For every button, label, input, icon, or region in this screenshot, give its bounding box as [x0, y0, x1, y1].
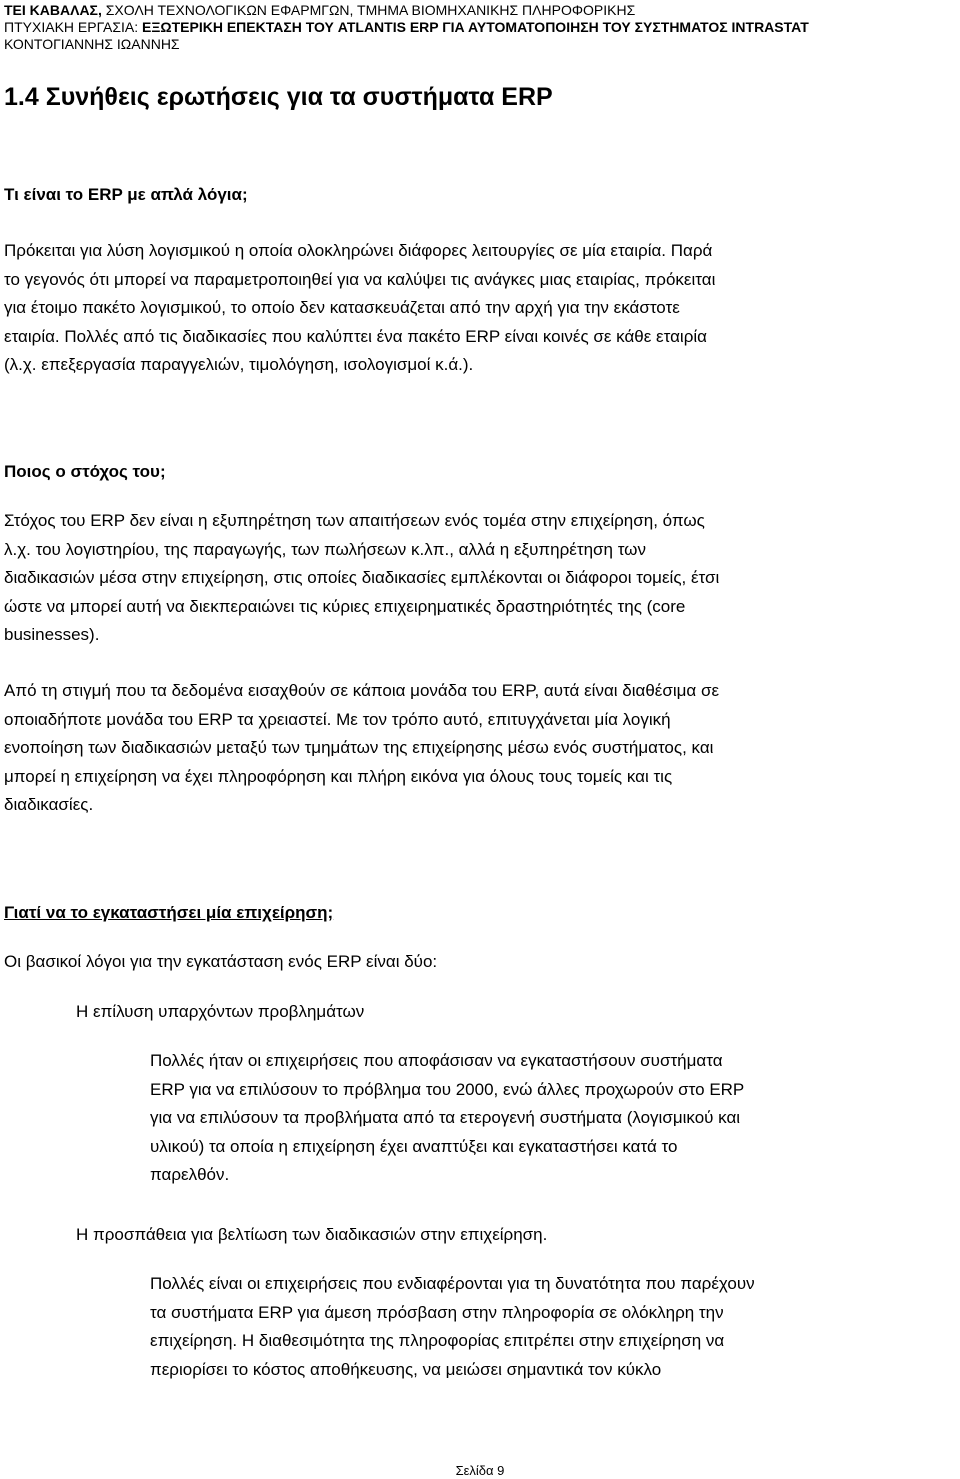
- text-line: επιχείρηση. Η διαθεσιμότητα της πληροφορίας επιτρέπει στην επιχείρηση να: [150, 1331, 725, 1350]
- text-line: το γεγονός ότι μπορεί να παραμετροποιηθεί για να καλύψει τις ανάγκες μιας εταιρίας, πρόκειται: [4, 269, 716, 289]
- text-line: μπορεί η επιχείρηση να έχει πληροφόρηση και πλήρη εικόνα για όλους τους τομείς και τις: [4, 766, 673, 786]
- header-institution-bold: ΤΕΙ ΚΑΒΑΛΑΣ,: [4, 2, 102, 18]
- question-goal: Ποιος ο στόχος του;: [4, 462, 166, 481]
- answer-why-install-intro: [4, 948, 956, 977]
- text-line: λ.χ. του λογιστηρίου, της παραγωγής, των πωλήσεων κ.λπ., αλλά η εξυπηρέτηση των: [4, 539, 646, 559]
- text-line: (λ.χ. επεξεργασία παραγγελιών, τιμολόγηση, ισολογισμοί κ.ά.).: [4, 355, 474, 374]
- text-line: ώστε να μπορεί αυτή να διεκπεραιώνει τις κύριες επιχειρηματικές δραστηριότητές της (core: [4, 596, 686, 616]
- text-line: τα συστήματα ERP για άμεση πρόσβαση στην πληροφορία σε ολόκληρη την: [150, 1302, 724, 1322]
- header-thesis-prefix: ΠΤΥΧΙΑΚΗ ΕΡΓΑΣΙΑ:: [4, 19, 143, 35]
- text-line: businesses).: [4, 625, 100, 644]
- answer-goal-paragraph-2: [4, 677, 956, 820]
- question-what-is-erp: Τι είναι το ERP με απλά λόγια;: [4, 185, 248, 204]
- text-line: Πρόκειται για λύση λογισμικού η οποία ολοκληρώνει διάφορες λειτουργίες σε μία εταιρία. Παρά: [4, 241, 713, 260]
- text-line: υλικού) τα οποία η επιχείρηση έχει αναπτύξει και εγκαταστήσει κατά το: [150, 1136, 678, 1156]
- header-thesis-title: ΕΞΩΤΕΡΙΚΗ ΕΠΕΚΤΑΣΗ ΤΟΥ ATLANTIS ERP ΓΙΑ ΑΥΤΟΜΑΤΟΠΟΙΗΣΗ ΤΟΥ ΣΥΣΤΗΜΑΤΟΣ INTRASTAT: [142, 19, 809, 35]
- text-line: Οι βασικοί λόγοι για την εγκατάσταση ενός ERP είναι δύο:: [4, 952, 438, 971]
- reason-2-heading: Η προσπάθεια για βελτίωση των διαδικασιών στην επιχείρηση.: [76, 1225, 548, 1244]
- header-institution-rest: ΣΧΟΛΗ ΤΕΧΝΟΛΟΓΙΚΩΝ ΕΦΑΡΜΓΩΝ, ΤΜΗΜΑ ΒΙΟΜΗΧΑΝΙΚΗΣ ΠΛΗΡΟΦΟΡΙΚΗΣ: [101, 2, 636, 18]
- header-line-institution: [4, 2, 960, 19]
- text-line: παρελθόν.: [150, 1165, 230, 1184]
- text-line: για να επιλύσουν τα προβλήματα από τα ετερογενή συστήματα (λογισμικού και: [150, 1108, 741, 1127]
- text-line: διαδικασίες.: [4, 795, 94, 814]
- reason-2-text: [150, 1270, 956, 1384]
- section-title: 1.4 Συνήθεις ερωτήσεις για τα συστήματα ERP: [4, 83, 553, 111]
- question-why-install: Γιατί να το εγκαταστήσει μία επιχείρηση;: [4, 903, 334, 922]
- reason-1-text: [150, 1047, 956, 1190]
- answer-goal-paragraph-1: [4, 507, 956, 650]
- text-line: οποιαδήποτε μονάδα του ERP τα χρειαστεί. Με τον τρόπο αυτό, επιτυγχάνεται μία λογική: [4, 709, 671, 729]
- text-line: περιορίσει το κόστος αποθήκευσης, να μειώσει σημαντικά τον κύκλο: [150, 1359, 662, 1379]
- text-line: ενοποίηση των διαδικασιών μεταξύ των τμημάτων της επιχείρησης μέσω ενός συστήματος, και: [4, 738, 714, 757]
- text-line: Πολλές είναι οι επιχειρήσεις που ενδιαφέρονται για τη δυνατότητα που παρέχουν: [150, 1274, 755, 1293]
- reason-1-heading: Η επίλυση υπαρχόντων προβλημάτων: [76, 1002, 365, 1021]
- text-line: Στόχος του ERP δεν είναι η εξυπηρέτηση των απαιτήσεων ενός τομέα στην επιχείρηση, όπως: [4, 511, 705, 530]
- text-line: Από τη στιγμή που τα δεδομένα εισαχθούν σε κάποια μονάδα του ERP, αυτά είναι διαθέσιμα σε: [4, 681, 720, 700]
- header-line-thesis: [4, 19, 960, 36]
- page-header: [4, 2, 960, 53]
- page-number: Σελίδα 9: [455, 1463, 505, 1478]
- text-line: Πολλές ήταν οι επιχειρήσεις που αποφάσισαν να εγκαταστήσουν συστήματα: [150, 1051, 723, 1070]
- text-line: διαδικασιών μέσα στην επιχείρηση, στις οποίες διαδικασίες εμπλέκονται οι διάφοροι τομείς, έτσι: [4, 568, 720, 587]
- header-author: ΚΟΝΤΟΓΙΑΝΝΗΣ ΙΩΑΝΝΗΣ: [4, 36, 180, 52]
- text-line: για έτοιμο πακέτο λογισμικού, το οποίο δεν κατασκευάζεται από την αρχή για την εκάστοτε: [4, 298, 680, 317]
- answer-what-is-erp: [4, 237, 956, 380]
- text-line: ERP για να επιλύσουν το πρόβλημα του 2000, ενώ άλλες προχωρούν στο ERP: [150, 1079, 745, 1099]
- text-line: εταιρία. Πολλές από τις διαδικασίες που καλύπτει ένα πακέτο ERP είναι κοινές σε κάθε εταιρία: [4, 326, 707, 346]
